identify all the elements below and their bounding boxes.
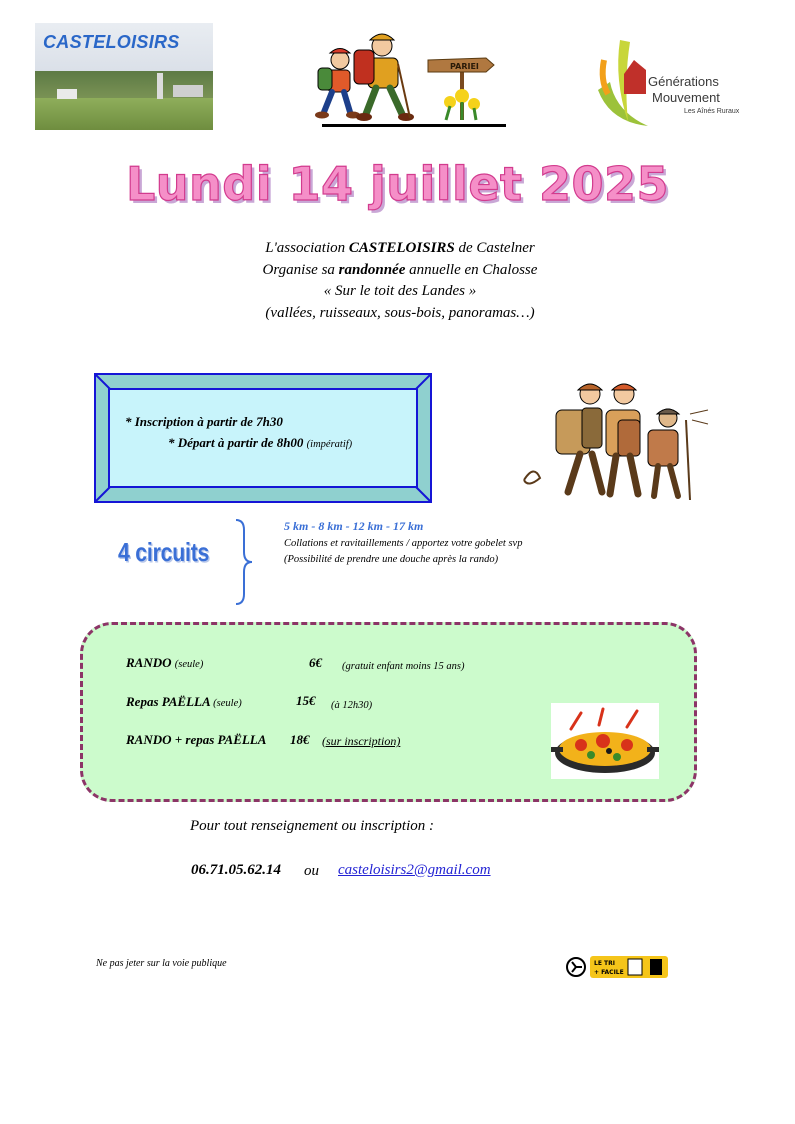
contact-phone: 06.71.05.62.14	[191, 862, 281, 878]
intro-paragraph	[0, 238, 795, 324]
paella-illustration	[551, 703, 659, 779]
price-label-combo: RANDO + repas PAËLLA	[126, 732, 267, 747]
price-label-rando: RANDO (seule)	[126, 655, 204, 670]
intro-line-4: (vallées, ruisseaux, sous-bois, panoramas…)	[265, 304, 535, 321]
intro-line-3: « Sur le toit des Landes »	[323, 283, 477, 299]
contact-email-link[interactable]: casteloisirs2@gmail.com	[338, 862, 491, 878]
contact-or: ou	[304, 863, 319, 879]
footer-disposal-note: Ne pas jeter sur la voie publique	[96, 958, 227, 969]
circuit-note-refreshments: Collations et ravitaillements / apportez votre gobelet svp	[284, 538, 523, 549]
intro-line-1: L'association CASTELOISIRS de Castelner	[265, 240, 535, 256]
brace-divider	[232, 518, 254, 606]
circuits-title: 4 circuits	[118, 537, 210, 567]
price-note-paella: (à 12h30)	[331, 700, 373, 711]
circuit-distances: 5 km - 8 km - 12 km - 17 km	[284, 519, 424, 533]
schedule-box	[94, 373, 432, 503]
sign-text: PARIEI	[450, 62, 479, 71]
gm-tagline: Les Aînés Ruraux	[684, 108, 740, 115]
gm-text-line1: Générations	[648, 74, 719, 89]
price-value-combo: 18€	[290, 732, 310, 747]
intro-line-2: Organise sa randonnée annuelle en Chalosse	[262, 261, 538, 278]
depart-time: * Départ à partir de 8h00 (impératif)	[168, 435, 353, 450]
price-value-rando: 6€	[309, 655, 322, 670]
generations-mouvement-logo	[590, 30, 745, 130]
price-value-paella: 15€	[296, 693, 316, 708]
triman-text-1: LE TRI	[594, 960, 615, 967]
contact-label: Pour tout renseignement ou inscription :	[190, 818, 434, 834]
logo-brand-text: CASTELOISIRS	[43, 32, 180, 52]
gm-text-line2: Mouvement	[652, 90, 720, 105]
hikers-group-illustration	[520, 380, 710, 510]
triman-recycling-logo	[566, 954, 670, 980]
circuit-note-shower: (Possibilité de prendre une douche après la rando)	[284, 554, 499, 565]
price-note-combo: (sur inscription)	[322, 734, 401, 748]
hikers-illustration	[310, 20, 510, 132]
price-label-paella: Repas PAËLLA (seule)	[126, 694, 242, 709]
inscription-time: * Inscription à partir de 7h30	[125, 414, 283, 429]
page-title: Lundi 14 juillet 2025	[125, 157, 670, 211]
triman-text-2: + FACILE	[594, 969, 624, 976]
price-note-rando: (gratuit enfant moins 15 ans)	[342, 661, 465, 672]
casteloisirs-logo	[35, 23, 213, 130]
